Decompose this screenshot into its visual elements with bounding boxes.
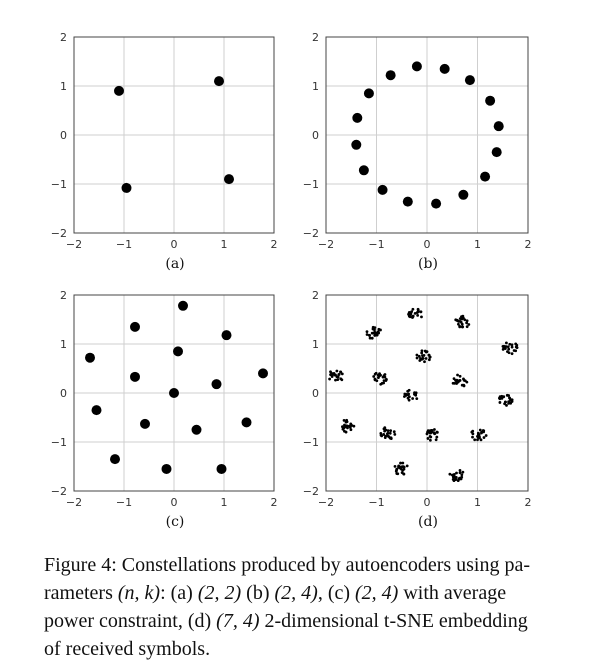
embedding-point [459, 317, 462, 320]
embedding-point [409, 314, 412, 317]
subfigure-label: (b) [418, 256, 438, 272]
data-point [140, 419, 150, 429]
embedding-point [467, 323, 470, 326]
embedding-point [384, 376, 387, 379]
panel-a [51, 31, 278, 272]
embedding-point [386, 435, 389, 438]
embedding-point [425, 357, 428, 360]
data-point [130, 372, 140, 382]
embedding-point [507, 402, 510, 405]
x-tick-label: −1 [368, 238, 385, 251]
embedding-point [462, 317, 465, 320]
embedding-point [343, 430, 346, 433]
data-point [412, 61, 422, 71]
embedding-point [346, 425, 349, 428]
y-tick-label: −2 [302, 485, 319, 498]
data-point [122, 183, 132, 193]
y-tick-label: −1 [302, 178, 319, 191]
y-tick-label: −2 [50, 227, 67, 240]
embedding-point [377, 376, 380, 379]
embedding-point [329, 370, 332, 373]
data-point [480, 172, 490, 182]
embedding-point [428, 354, 431, 357]
embedding-point [402, 465, 405, 468]
embedding-point [480, 438, 483, 441]
cluster [416, 349, 432, 363]
x-tick-label: 1 [474, 238, 481, 251]
data-point [351, 140, 361, 150]
param-nk: (n, k) [117, 582, 161, 604]
x-tick-label: −1 [115, 496, 133, 509]
data-point [192, 425, 202, 435]
y-tick-label: 0 [312, 129, 319, 142]
embedding-point [340, 378, 343, 381]
y-tick-label: −2 [302, 227, 319, 240]
embedding-point [477, 434, 480, 437]
embedding-point [459, 471, 462, 474]
data-point [114, 86, 124, 96]
data-point [359, 165, 369, 175]
y-tick-label: 1 [312, 80, 319, 93]
y-tick-label: 2 [312, 31, 319, 44]
embedding-point [448, 473, 451, 476]
embedding-point [395, 468, 398, 471]
embedding-point [455, 382, 458, 385]
embedding-point [422, 357, 425, 360]
embedding-point [403, 393, 406, 396]
embedding-point [377, 328, 380, 331]
subfigure-label: (c) [165, 514, 185, 530]
param-c: (2, 4) [355, 582, 399, 604]
embedding-point [393, 430, 396, 433]
embedding-point [398, 467, 401, 470]
embedding-point [429, 435, 432, 438]
embedding-point [403, 395, 406, 398]
embedding-point [427, 429, 430, 432]
x-tick-label: −1 [115, 238, 133, 251]
x-tick-label: −2 [65, 496, 83, 509]
embedding-point [343, 426, 346, 429]
embedding-point [415, 397, 418, 400]
cluster [502, 341, 519, 355]
embedding-point [458, 325, 461, 328]
embedding-point [414, 312, 417, 315]
embedding-point [511, 343, 514, 346]
embedding-point [394, 465, 397, 468]
figure-caption [44, 551, 566, 663]
data-point [485, 96, 495, 106]
embedding-point [416, 357, 419, 360]
data-point [169, 388, 179, 398]
x-tick-label: 2 [270, 238, 278, 251]
embedding-point [382, 382, 385, 385]
embedding-point [406, 464, 409, 467]
embedding-point [379, 383, 382, 386]
embedding-point [453, 476, 456, 479]
embedding-point [385, 378, 388, 381]
embedding-point [383, 379, 386, 382]
embedding-point [424, 350, 427, 353]
y-tick-label: 1 [60, 338, 67, 351]
embedding-point [416, 354, 419, 357]
embedding-point [456, 374, 459, 377]
cluster [448, 469, 464, 482]
embedding-point [423, 360, 426, 363]
embedding-point [379, 374, 382, 377]
embedding-point [402, 472, 405, 475]
data-point [173, 346, 183, 356]
embedding-point [373, 328, 376, 331]
embedding-point [383, 428, 386, 431]
x-tick-label: 0 [170, 496, 178, 509]
embedding-point [507, 348, 510, 351]
embedding-point [428, 358, 431, 361]
data-point [386, 70, 396, 80]
embedding-point [369, 337, 372, 340]
embedding-point [456, 319, 459, 322]
embedding-point [389, 432, 392, 435]
embedding-point [435, 436, 438, 439]
x-tick-label: 0 [170, 238, 178, 251]
embedding-point [470, 431, 473, 434]
embedding-point [433, 432, 436, 435]
embedding-point [406, 390, 409, 393]
data-point [492, 147, 502, 157]
y-tick-label: 2 [60, 31, 67, 44]
cluster [341, 419, 355, 434]
panel-c [51, 289, 278, 530]
embedding-point [407, 393, 410, 396]
panel-b [303, 31, 532, 272]
cluster [454, 315, 470, 329]
cluster [394, 462, 409, 476]
y-tick-label: 1 [60, 80, 67, 93]
embedding-point [451, 474, 454, 477]
embedding-point [499, 401, 502, 404]
subfigure-label: (d) [418, 514, 438, 530]
y-tick-label: −2 [50, 485, 67, 498]
x-tick-label: 0 [423, 238, 431, 251]
x-tick-label: 2 [524, 496, 532, 509]
embedding-point [410, 310, 413, 313]
embedding-point [433, 428, 436, 431]
embedding-point [513, 349, 516, 352]
data-point [222, 330, 232, 340]
data-point [440, 64, 450, 74]
embedding-point [375, 372, 378, 375]
embedding-point [375, 379, 378, 382]
embedding-point [366, 330, 369, 333]
embedding-point [504, 401, 507, 404]
cluster [328, 370, 344, 382]
embedding-point [480, 431, 483, 434]
data-point [364, 88, 374, 98]
embedding-point [419, 357, 422, 360]
embedding-point [328, 378, 331, 381]
data-point [214, 76, 224, 86]
embedding-point [500, 395, 503, 398]
param-d: (7, 4) [216, 610, 260, 632]
param-a: (2, 2) [197, 582, 242, 604]
y-tick-label: −1 [50, 436, 67, 449]
y-tick-label: 1 [312, 338, 319, 351]
y-tick-label: 2 [312, 289, 319, 302]
embedding-point [461, 325, 464, 328]
embedding-point [452, 382, 455, 385]
cluster [379, 426, 396, 440]
embedding-point [508, 397, 511, 400]
embedding-point [372, 375, 375, 378]
embedding-point [485, 434, 488, 437]
embedding-point [462, 384, 465, 387]
embedding-point [415, 391, 418, 394]
embedding-point [502, 346, 505, 349]
embedding-point [473, 438, 476, 441]
embedding-point [427, 437, 430, 440]
y-tick-label: 2 [60, 289, 67, 302]
x-tick-label: 1 [474, 496, 481, 509]
embedding-point [514, 343, 517, 346]
data-point [258, 368, 268, 378]
embedding-point [420, 352, 423, 355]
x-tick-label: 2 [524, 238, 532, 251]
x-tick-label: 2 [270, 496, 278, 509]
embedding-point [483, 436, 486, 439]
cluster [407, 308, 423, 319]
data-point [403, 197, 413, 207]
data-point [458, 190, 468, 200]
y-tick-label: −1 [302, 436, 319, 449]
embedding-point [420, 315, 423, 318]
cluster [498, 394, 514, 407]
embedding-point [384, 436, 387, 439]
embedding-point [411, 397, 414, 400]
data-point [130, 322, 140, 332]
x-tick-label: −2 [317, 238, 335, 251]
cluster [470, 429, 487, 442]
cluster [426, 428, 439, 442]
caption-line-4: of received symbols. [44, 638, 211, 660]
subfigure-label: (a) [165, 256, 185, 272]
embedding-point [507, 394, 510, 397]
embedding-point [471, 436, 474, 439]
data-point [224, 174, 234, 184]
embedding-point [399, 462, 402, 465]
data-point [352, 113, 362, 123]
cluster [366, 326, 382, 340]
embedding-point [390, 436, 393, 439]
cluster [372, 372, 388, 386]
embedding-point [382, 433, 385, 436]
embedding-point [465, 381, 468, 384]
data-point [85, 353, 95, 363]
x-tick-label: 1 [220, 496, 228, 509]
embedding-point [506, 350, 509, 353]
caption-line-1: Figure 4: Constellations produced by autoencoders using pa- [44, 554, 531, 576]
data-point [242, 417, 252, 427]
embedding-point [393, 433, 396, 436]
data-point [217, 464, 227, 474]
embedding-point [366, 333, 369, 336]
embedding-point [335, 370, 338, 373]
embedding-point [505, 341, 508, 344]
embedding-point [416, 314, 419, 317]
embedding-point [336, 378, 339, 381]
embedding-point [373, 332, 376, 335]
embedding-point [395, 472, 398, 475]
x-tick-label: 1 [220, 238, 228, 251]
data-point [378, 185, 388, 195]
embedding-point [333, 372, 336, 375]
embedding-point [515, 346, 518, 349]
embedding-point [417, 309, 420, 312]
embedding-point [458, 478, 461, 481]
embedding-point [420, 310, 423, 313]
y-tick-label: 0 [312, 387, 319, 400]
data-point [465, 75, 475, 85]
data-point [178, 301, 188, 311]
data-point [494, 121, 504, 131]
y-tick-label: −1 [50, 178, 67, 191]
data-point [212, 379, 222, 389]
x-tick-label: −2 [65, 238, 83, 251]
embedding-point [511, 352, 514, 355]
y-tick-label: 0 [60, 129, 67, 142]
embedding-point [401, 469, 404, 472]
x-tick-label: 0 [423, 496, 431, 509]
x-tick-label: −2 [317, 496, 335, 509]
caption-line-3: power constraint, (d) (7, 4) 2-dimensional t-SNE embedding [44, 610, 528, 632]
embedding-point [377, 330, 380, 333]
data-point [110, 454, 120, 464]
embedding-point [463, 379, 466, 382]
embedding-point [453, 377, 456, 380]
embedding-point [339, 371, 342, 374]
embedding-point [345, 421, 348, 424]
embedding-point [411, 308, 414, 311]
embedding-point [429, 439, 432, 442]
embedding-point [350, 428, 353, 431]
cluster [452, 374, 469, 388]
embedding-point [435, 438, 438, 441]
embedding-point [373, 334, 376, 337]
embedding-point [460, 321, 463, 324]
embedding-point [436, 431, 439, 434]
embedding-point [411, 316, 414, 319]
embedding-point [461, 471, 464, 474]
caption-line-2: rameters (n, k): (a) (2, 2) (b) (2, 4), (c) (2, 4) with average [44, 582, 507, 604]
data-point [162, 464, 172, 474]
panel-d [303, 289, 532, 530]
embedding-point [335, 375, 338, 378]
data-point [431, 199, 441, 209]
embedding-point [331, 375, 334, 378]
y-tick-label: 0 [60, 387, 67, 400]
embedding-point [407, 397, 410, 400]
embedding-point [338, 373, 341, 376]
embedding-point [380, 434, 383, 437]
embedding-point [423, 354, 426, 357]
data-point [92, 405, 102, 415]
param-b: (2, 4) [274, 582, 318, 604]
embedding-point [459, 375, 462, 378]
embedding-point [389, 429, 392, 432]
cluster [403, 389, 418, 402]
embedding-point [460, 476, 463, 479]
x-tick-label: −1 [368, 496, 385, 509]
